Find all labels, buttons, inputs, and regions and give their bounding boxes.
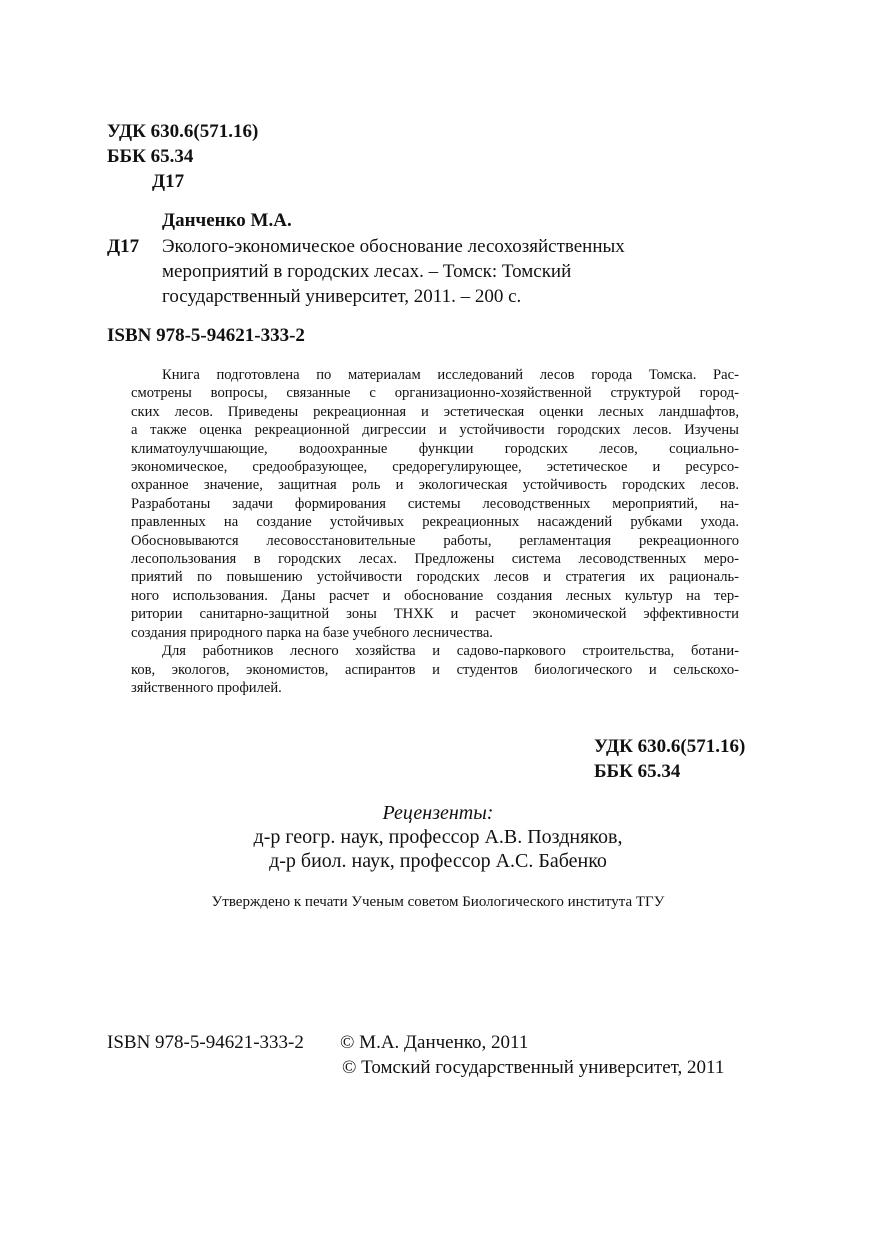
bbk-code-right: ББК 65.34 xyxy=(594,761,681,782)
annotation-line: экономическое, средообразующее, средорегулирующее, эстетическое и ресурсо- xyxy=(131,459,739,476)
udk-code-right: УДК 630.6(571.16) xyxy=(594,736,746,757)
annotation-line: Разработаны задачи формирования системы лесоводственных мероприятий, на- xyxy=(131,495,739,512)
annotation xyxy=(131,366,739,697)
isbn-footer: ISBN 978-5-94621-333-2 xyxy=(107,1032,304,1053)
annotation-line: смотрены вопросы, связанные с организационно-хозяйственной структурой город- xyxy=(131,385,739,402)
annotation-line: правленных на создание устойчивых рекреационных насаждений рубками ухода. xyxy=(131,514,739,531)
annotation-line: приятий по повышению устойчивости городских лесов и стратегия их рациональ- xyxy=(131,569,739,586)
annotation-line: климатоулучшающие, водоохранные функции городских лесов, социально- xyxy=(131,440,739,457)
annotation-line: лесопользования в городских лесах. Предложены система лесоводственных меро- xyxy=(131,551,739,568)
copyright-publisher: © Томский государственный университет, 2011 xyxy=(342,1057,725,1078)
author-name: Данченко М.А. xyxy=(162,210,292,231)
bibliography-line: государственный университет, 2011. – 200 с. xyxy=(162,286,522,307)
annotation-line: ритории санитарно-защитной зоны ТНХК и расчет экономической эффективности xyxy=(131,606,739,623)
annotation-line: Обосновываются лесовосстановительные работы, регламентация рекреационного xyxy=(131,532,739,549)
annotation-line: а также оценка рекреационной дигрессии и устойчивости городских лесов. Изучены xyxy=(131,422,739,439)
audience-line: ков, экологов, экономистов, аспирантов и студентов биологического и сельскохо- xyxy=(131,661,739,678)
annotation-line: Книга подготовлена по материалам исследований лесов города Томска. Рас- xyxy=(162,367,739,383)
annotation-line: создания природного парка на базе учебного лесничества. xyxy=(131,624,493,641)
annotation-line: ного использования. Даны расчет и обоснование создания лесных культур на тер- xyxy=(131,587,739,604)
bibliography-code: Д17 xyxy=(107,236,140,257)
annotation-line: охранное значение, защитная роль и экологическая устойчивость городских лесов. xyxy=(131,477,739,494)
reviewers-title: Рецензенты: xyxy=(382,802,494,824)
copyright-author: © М.А. Данченко, 2011 xyxy=(340,1032,529,1053)
isbn-top: ISBN 978-5-94621-333-2 xyxy=(107,325,305,346)
audience-line: зяйственного профилей. xyxy=(131,679,282,696)
bibliography-line: Эколого-экономическое обоснование лесохозяйственных xyxy=(162,236,625,257)
annotation-line: ских лесов. Приведены рекреационная и эстетическая оценки лесных ландшафтов, xyxy=(131,403,739,420)
approval-note: Утверждено к печати Ученым советом Биологического института ТГУ xyxy=(211,894,665,910)
reviewer-line: д-р биол. наук, профессор А.С. Бабенко xyxy=(269,850,607,872)
bbk-code: ББК 65.34 xyxy=(107,146,194,167)
bibliography-line: мероприятий в городских лесах. – Томск: Томский xyxy=(162,261,572,282)
udk-code: УДК 630.6(571.16) xyxy=(107,121,259,142)
reviewer-line: д-р геогр. наук, профессор А.В. Поздняков, xyxy=(253,826,623,848)
audience-line: Для работников лесного хозяйства и садово-паркового строительства, ботани- xyxy=(162,643,739,660)
author-mark: Д17 xyxy=(152,171,185,192)
